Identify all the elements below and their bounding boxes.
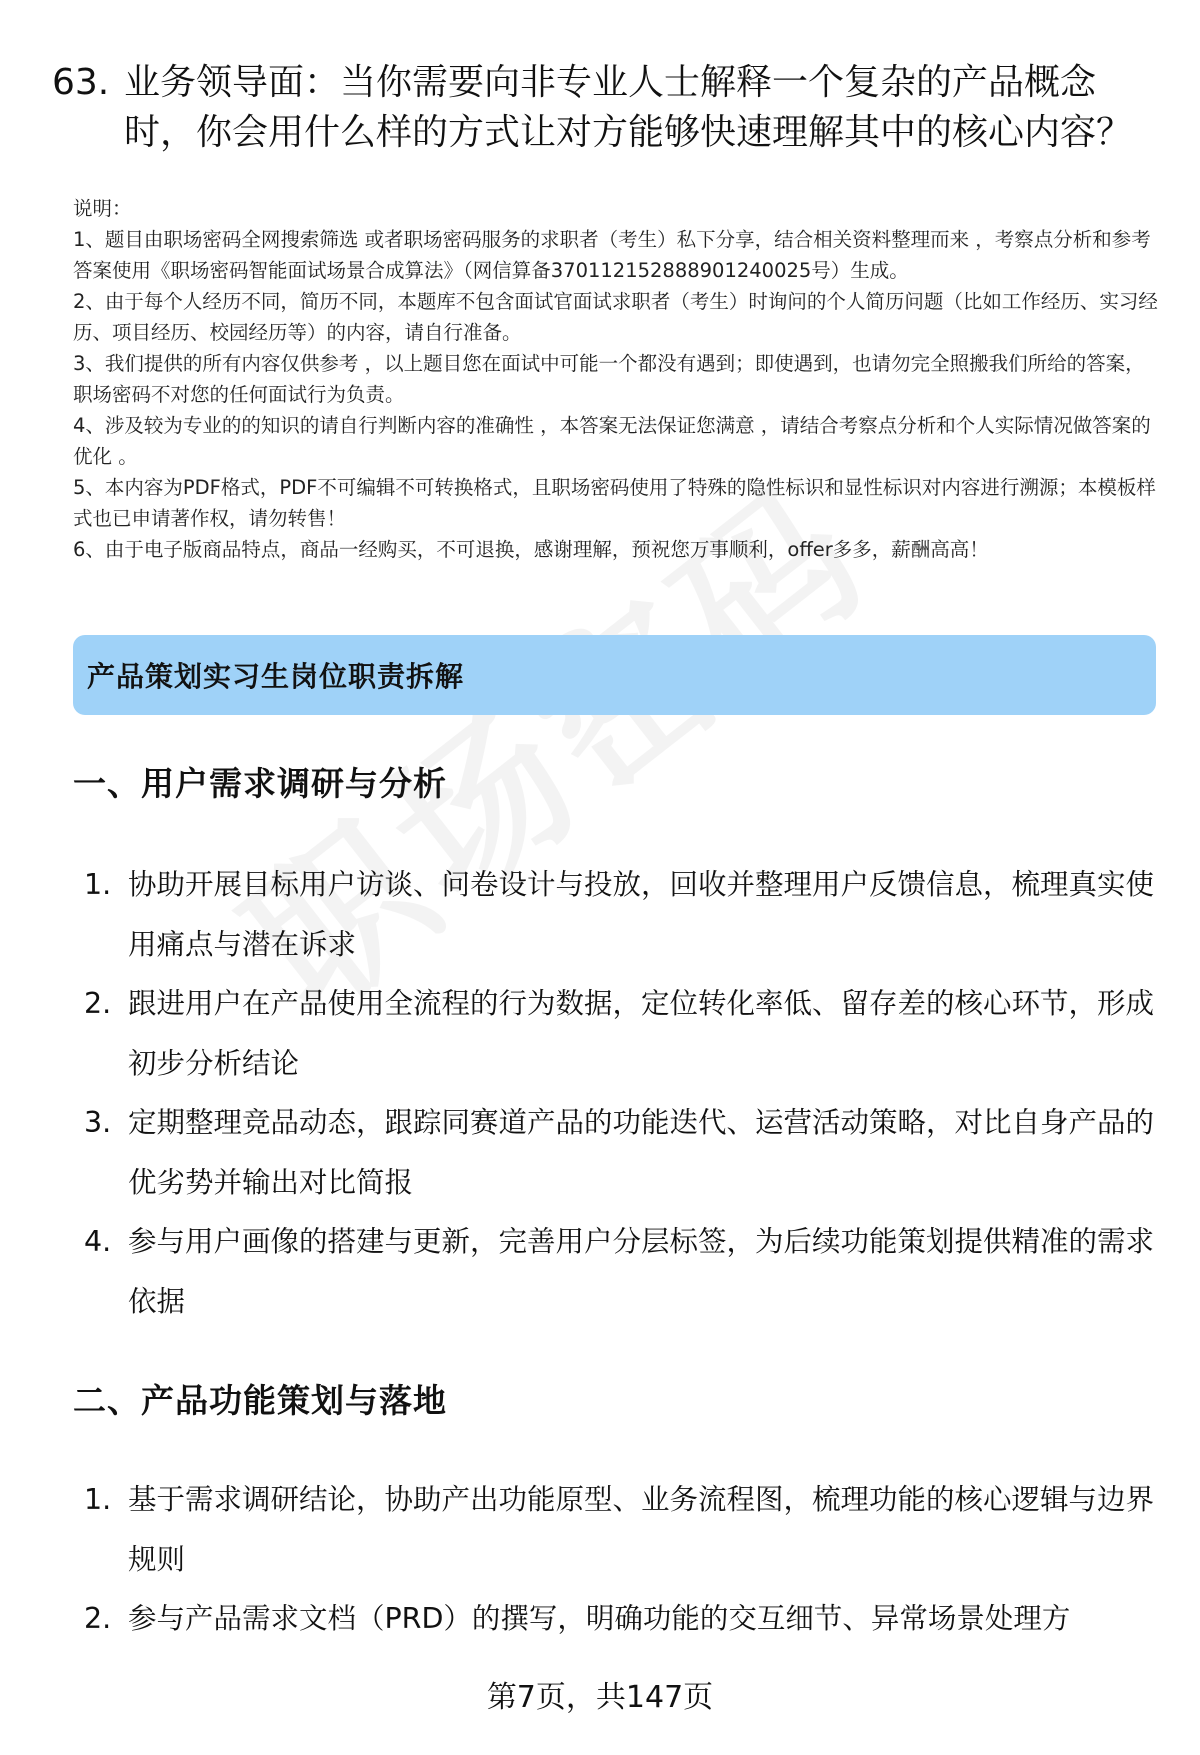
question-text: 业务领导面：当你需要向非专业人士解释一个复杂的产品概念时，你会用什么样的方式让对方能够快速理解其中的核心内容？ <box>124 62 1133 153</box>
list-item-text: 参与产品需求文档（PRD）的撰写，明确功能的交互细节、异常场景处理方 <box>128 1602 1071 1635</box>
list-item-number: 1. <box>84 1483 112 1516</box>
question-title <box>52 58 1162 158</box>
duty-list-feature-planning <box>84 1470 1164 1649</box>
page-footer: 第7页，共147页 <box>486 1680 714 1715</box>
note-item: 1、题目由职场密码全网搜索筛选 或者职场密码服务的求职者（考生）私下分享，结合相关资料整理而来 ，考察点分析和参考答案使用《职场密码智能面试场景合成算法》（网信算备370112152888901240025号）生成。 <box>73 228 1151 282</box>
duty-list-user-research <box>84 855 1164 1331</box>
list-item-text: 跟进用户在产品使用全流程的行为数据，定位转化率低、留存差的核心环节，形成初步分析结论 <box>128 987 1155 1080</box>
notes-block <box>73 193 1163 565</box>
section-heading-feature-planning: 二、产品功能策划与落地 <box>73 1381 447 1420</box>
list-item <box>84 974 1164 1093</box>
list-item-number: 1. <box>84 868 112 901</box>
list-item-text: 定期整理竞品动态，跟踪同赛道产品的功能迭代、运营活动策略，对比自身产品的优劣势并输出对比简报 <box>128 1106 1155 1199</box>
note-item: 2、由于每个人经历不同，简历不同，本题库不包含面试官面试求职者（考生）时询问的个人简历问题（比如工作经历、实习经历、项目经历、校园经历等）的内容，请自行准备。 <box>73 290 1158 344</box>
section-banner <box>73 635 1156 715</box>
list-item-text: 协助开展目标用户访谈、问卷设计与投放，回收并整理用户反馈信息，梳理真实使用痛点与潜在诉求 <box>128 868 1155 961</box>
section-heading-user-research: 一、用户需求调研与分析 <box>73 764 447 803</box>
list-item-text: 基于需求调研结论，协助产出功能原型、业务流程图，梳理功能的核心逻辑与边界规则 <box>128 1483 1155 1576</box>
list-item <box>84 1212 1164 1331</box>
list-item-number: 2. <box>84 1602 112 1635</box>
list-item-text: 参与用户画像的搭建与更新，完善用户分层标签，为后续功能策划提供精准的需求依据 <box>128 1225 1155 1318</box>
list-item <box>84 1589 1164 1649</box>
note-item: 4、涉及较为专业的的知识的请自行判断内容的准确性 ，本答案无法保证您满意 ，请结合考察点分析和个人实际情况做答案的优化 。 <box>73 414 1151 468</box>
list-item <box>84 1470 1164 1589</box>
banner-title: 产品策划实习生岗位职责拆解 <box>87 660 465 693</box>
list-item <box>84 1093 1164 1212</box>
list-item-number: 4. <box>84 1225 112 1258</box>
list-item-number: 2. <box>84 987 112 1020</box>
note-item: 5、本内容为PDF格式，PDF不可编辑不可转换格式，且职场密码使用了特殊的隐性标识和显性标识对内容进行溯源；本模板样式也已申请著作权，请勿转售！ <box>73 476 1156 530</box>
notes-title: 说明： <box>73 197 132 220</box>
note-item: 6、由于电子版商品特点，商品一经购买，不可退换，感谢理解，预祝您万事顺利，offer多多，薪酬高高！ <box>73 538 989 561</box>
list-item <box>84 855 1164 974</box>
question-number: 63. <box>52 62 110 103</box>
note-item: 3、我们提供的所有内容仅供参考 ，以上题目您在面试中可能一个都没有遇到；即使遇到，也请勿完全照搬我们所给的答案，职场密码不对您的任何面试行为负责。 <box>73 352 1145 406</box>
list-item-number: 3. <box>84 1106 112 1139</box>
